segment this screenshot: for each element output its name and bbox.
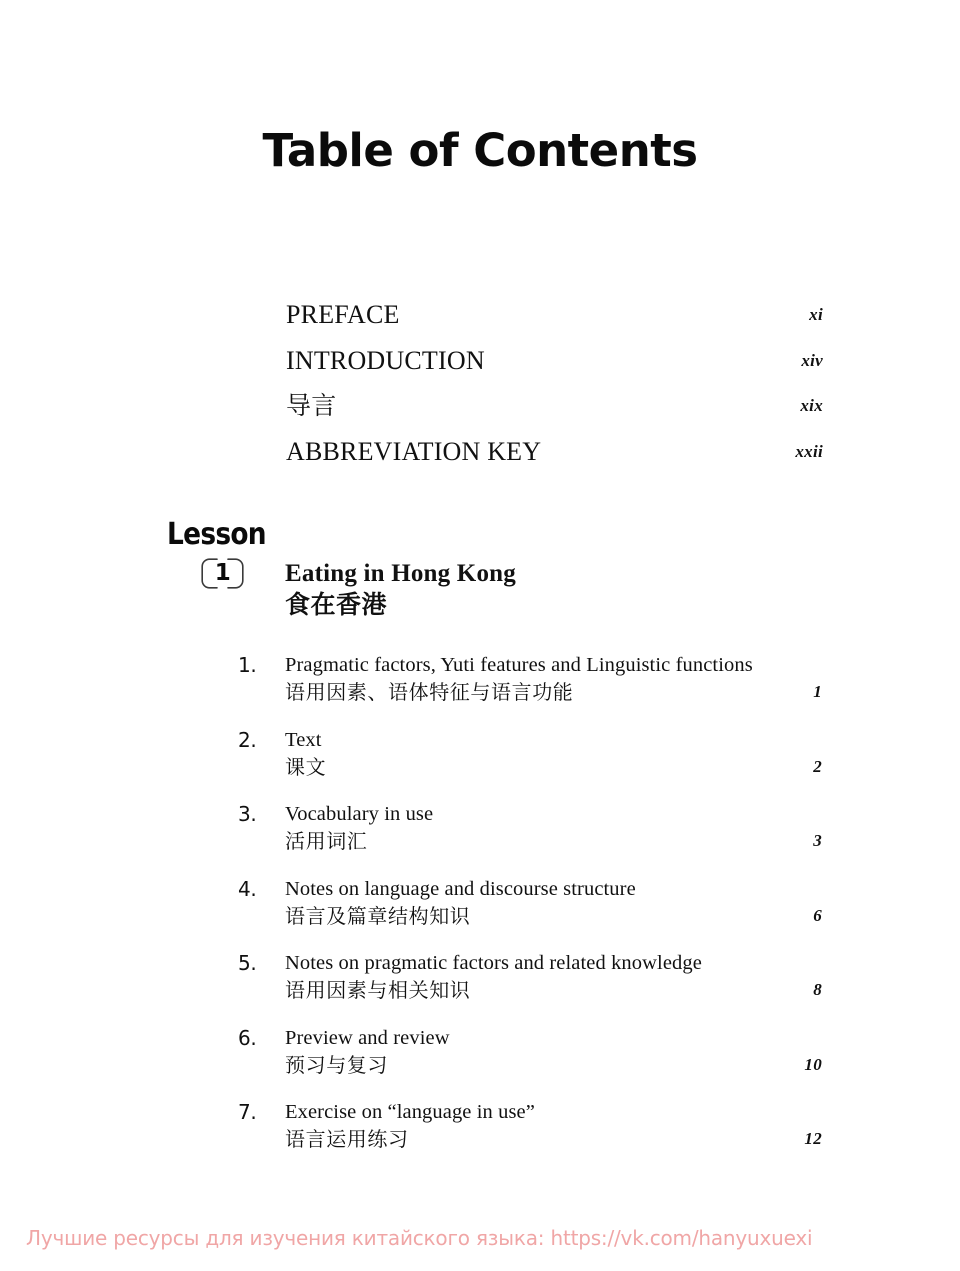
contents-item[interactable] <box>0 1025 960 1100</box>
front-matter-page-number: xiv <box>801 350 823 370</box>
contents-item-english: Pragmatic factors, Yuti features and Linguistic functions <box>285 654 753 676</box>
front-matter-row[interactable] <box>286 391 823 437</box>
contents-item-number: 6. <box>238 1025 257 1050</box>
contents-item-page-number: 3 <box>813 831 822 850</box>
front-matter-page-number: xix <box>800 396 823 415</box>
front-matter-label: INTRODUCTION <box>286 345 485 375</box>
contents-item-chinese: 语言及篇章结构知识 <box>285 903 471 928</box>
contents-item-page-number: 1 <box>813 682 822 701</box>
contents-item-english: Notes on language and discourse structure <box>285 877 636 900</box>
contents-item-number: 1. <box>238 653 257 677</box>
front-matter-row[interactable] <box>286 300 823 346</box>
contents-item-number: 7. <box>238 1100 257 1124</box>
contents-item-chinese: 语用因素、语体特征与语言功能 <box>285 680 574 704</box>
contents-item-chinese: 课文 <box>285 754 327 779</box>
front-matter-list <box>286 300 823 482</box>
watermark-text: Лучшие ресурсы для изучения китайского языка: https://vk.com/hanyuxuexi <box>26 1226 813 1250</box>
contents-item-number: 4. <box>238 876 257 901</box>
front-matter-page-number: xi <box>809 305 823 324</box>
contents-item-english: Exercise on “language in use” <box>285 1101 535 1123</box>
contents-item-number: 2. <box>238 727 257 752</box>
contents-item-chinese: 活用词汇 <box>285 829 368 853</box>
contents-item-chinese: 预习与复习 <box>285 1052 388 1077</box>
contents-item-page-number: 12 <box>804 1129 822 1148</box>
contents-item[interactable] <box>0 652 960 727</box>
contents-item-chinese: 语用因素与相关知识 <box>285 978 471 1002</box>
contents-item-page-number: 6 <box>813 905 822 925</box>
lesson-title-english: Eating in Hong Kong <box>285 560 516 587</box>
front-matter-label: ABBREVIATION KEY <box>286 436 542 466</box>
lesson-word-label: Lesson <box>167 517 266 552</box>
contents-item-page-number: 2 <box>813 756 822 776</box>
contents-item-english: Vocabulary in use <box>285 803 434 825</box>
lesson-number-badge <box>201 558 244 589</box>
page-title: Table of Contents <box>262 124 698 177</box>
contents-item[interactable] <box>0 950 960 1025</box>
front-matter-page-number: xxii <box>795 441 823 461</box>
contents-item-number: 3. <box>238 802 257 826</box>
front-matter-label: PREFACE <box>286 300 400 329</box>
contents-item-english: Notes on pragmatic factors and related knowledge <box>285 952 702 974</box>
contents-item[interactable] <box>0 727 960 802</box>
contents-item-chinese: 语言运用练习 <box>285 1127 409 1151</box>
front-matter-label: 导言 <box>286 391 337 420</box>
lesson-number: 1 <box>214 560 231 586</box>
contents-item-english: Text <box>285 728 322 751</box>
contents-item[interactable] <box>0 1099 960 1174</box>
contents-item-page-number: 8 <box>813 980 822 999</box>
lesson-title-group <box>285 559 516 620</box>
lesson-contents-list <box>0 652 960 1174</box>
contents-item-number: 5. <box>238 951 257 975</box>
contents-item-english: Preview and review <box>285 1026 450 1049</box>
front-matter-row[interactable] <box>286 437 823 483</box>
lesson-header <box>0 518 960 630</box>
contents-item-page-number: 10 <box>804 1054 822 1074</box>
contents-item[interactable] <box>0 876 960 951</box>
front-matter-row[interactable] <box>286 346 823 392</box>
contents-item[interactable] <box>0 801 960 876</box>
lesson-title-chinese: 食在香港 <box>285 590 388 619</box>
